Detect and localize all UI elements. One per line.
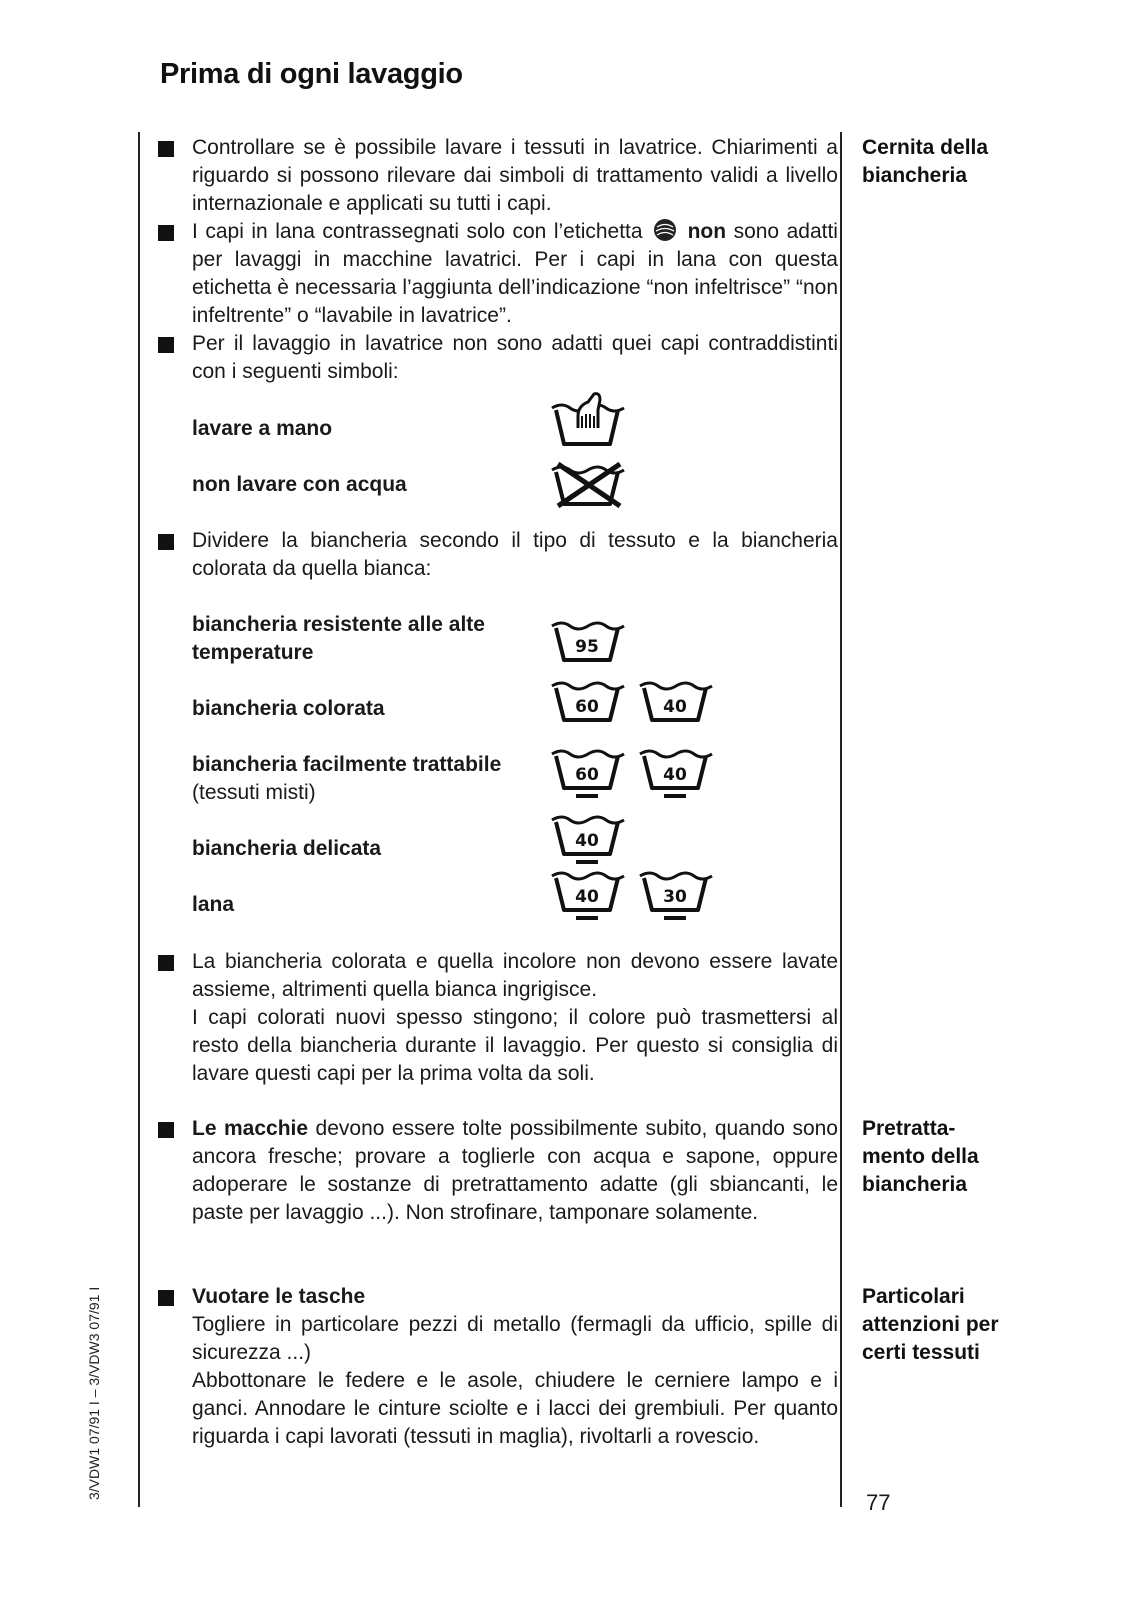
bullet-text-part1: La biancheria colorata e quella incolore non devono essere lavate assieme, altrimenti quella bianca ingrigisce.: [192, 950, 838, 1001]
wash-temp-label: 40: [575, 831, 599, 851]
bullet-text: Dividere la biancheria secondo il tipo di tessuto e la biancheria colorata da quella bianca:: [192, 529, 838, 580]
bullet-marker: [158, 141, 174, 157]
pockets-heading: Vuotare le tasche: [192, 1285, 366, 1308]
list-item: [158, 134, 838, 218]
label-easy-care-sub: (tessuti misti): [192, 781, 316, 804]
hand-wash-icon: [548, 388, 628, 452]
bullet-marker: [158, 337, 174, 353]
no-water-icon: [548, 460, 628, 510]
left-rule: [138, 132, 140, 1507]
page-number: 77: [866, 1490, 891, 1515]
right-rule: [840, 132, 842, 1507]
wash-temp-label: 40: [575, 887, 599, 907]
wash-temp-label: 30: [663, 887, 687, 907]
list-item: [158, 948, 838, 1088]
stains-emphasis: Le macchie: [192, 1117, 309, 1140]
label-no-water: non lavare con acqua: [192, 473, 407, 496]
bullet-text: Per il lavaggio in lavatrice non sono adatti quei capi contraddistinti con i seguenti simboli:: [192, 332, 838, 383]
bullet-marker: [158, 225, 174, 241]
bullet-text: Controllare se è possibile lavare i tessuti in lavatrice. Chiarimenti a riguardo si possono rilevare dai simboli di trattamento validi a livello internazionale e applicati su tutti i capi.: [192, 136, 838, 215]
non-emphasis: non: [687, 220, 727, 243]
wash-40-icon: [636, 676, 716, 726]
wash-temp-label: 40: [663, 765, 687, 785]
label-hand-wash: lavare a mano: [192, 417, 333, 440]
label-colored: biancheria colorata: [192, 697, 385, 720]
bullet-marker: [158, 955, 174, 971]
label-resistant: biancheria resistente alle alte temperature: [192, 613, 485, 664]
footer-code: 3/VDW1 07/91 I – 3/VDW3 07/91 I: [86, 1286, 102, 1500]
bullet-marker: [158, 534, 174, 550]
page-title: Prima di ogni lavaggio: [160, 58, 463, 90]
pockets-text-part2: Abbottonare le federe e le asole, chiudere le cerniere lampo e i ganci. Annodare le cinture sciolte e i lacci dei grembiuli. Per quanto riguarda i capi lavorati (tessuti in maglia), rivoltarli a rovescio.: [192, 1369, 838, 1448]
sidebar-heading-pretreatment: Pretratta- mento della biancheria: [862, 1117, 979, 1196]
list-item: [158, 330, 838, 386]
wash-temp-label: 60: [575, 697, 599, 717]
bullet-text-part2: I capi colorati nuovi spesso stingono; il colore può trasmettersi al resto della biancheria durante il lavaggio. Per questo si consiglia di lavare questi capi per la prima volta da soli.: [192, 1006, 838, 1085]
list-item: [158, 1283, 838, 1451]
list-item: [158, 1115, 838, 1227]
wool-text-start: I capi in lana contrassegnati solo con l’etichetta: [192, 220, 643, 243]
bullet-text: [192, 948, 838, 1088]
wash-95-icon: [548, 616, 628, 666]
label-easy-care: [192, 751, 501, 807]
label-delicate: biancheria delicata: [192, 837, 382, 860]
bullet-marker: [158, 1122, 174, 1138]
wash-60-icon: [548, 676, 628, 726]
stains-text: devono essere tolte possibilmente subito, quando sono ancora fresche; provare a toglierle con acqua e sapone, oppure adoperare le sostanze di pretrattamento adatte (gli sbiancanti, le paste per lavaggio ...). Non strofinare, tamponare solamente.: [192, 1117, 838, 1224]
wool-label-icon: [650, 218, 680, 242]
list-item: [158, 218, 838, 330]
bullet-text: [192, 1283, 838, 1451]
pockets-text-part1: Togliere in particolare pezzi di metallo (fermagli da ufficio, spille di sicurezza ...): [192, 1313, 838, 1364]
wash-30-wool-icon: [636, 866, 716, 926]
wash-40-wool-icon: [548, 866, 628, 926]
sidebar-heading-special-care: Particolari attenzioni per certi tessuti: [862, 1285, 999, 1364]
sidebar-heading-sorting: Cernita della biancheria: [862, 136, 989, 187]
list-item: [158, 527, 838, 583]
wool-text-end: sono adatti per lavaggi in macchine lavatrici. Per i capi in lana con questa etichetta è necessaria l’aggiunta dell’indicazione “non infeltrisce” “non infeltrente” o “lavabile in lavatrice”.: [192, 220, 838, 327]
bullet-marker: [158, 1290, 174, 1306]
wash-60-gentle-icon: [548, 744, 628, 804]
wash-temp-label: 95: [575, 637, 599, 657]
bullet-text: [192, 218, 838, 330]
label-wool: lana: [192, 893, 235, 916]
bullet-text: [192, 1115, 838, 1227]
label-easy-care-title: biancheria facilmente trattabile: [192, 753, 502, 776]
wash-40-gentle-icon: [636, 744, 716, 804]
wash-temp-label: 40: [663, 697, 687, 717]
wash-temp-label: 60: [575, 765, 599, 785]
wash-40-delicate-icon: [548, 810, 628, 870]
